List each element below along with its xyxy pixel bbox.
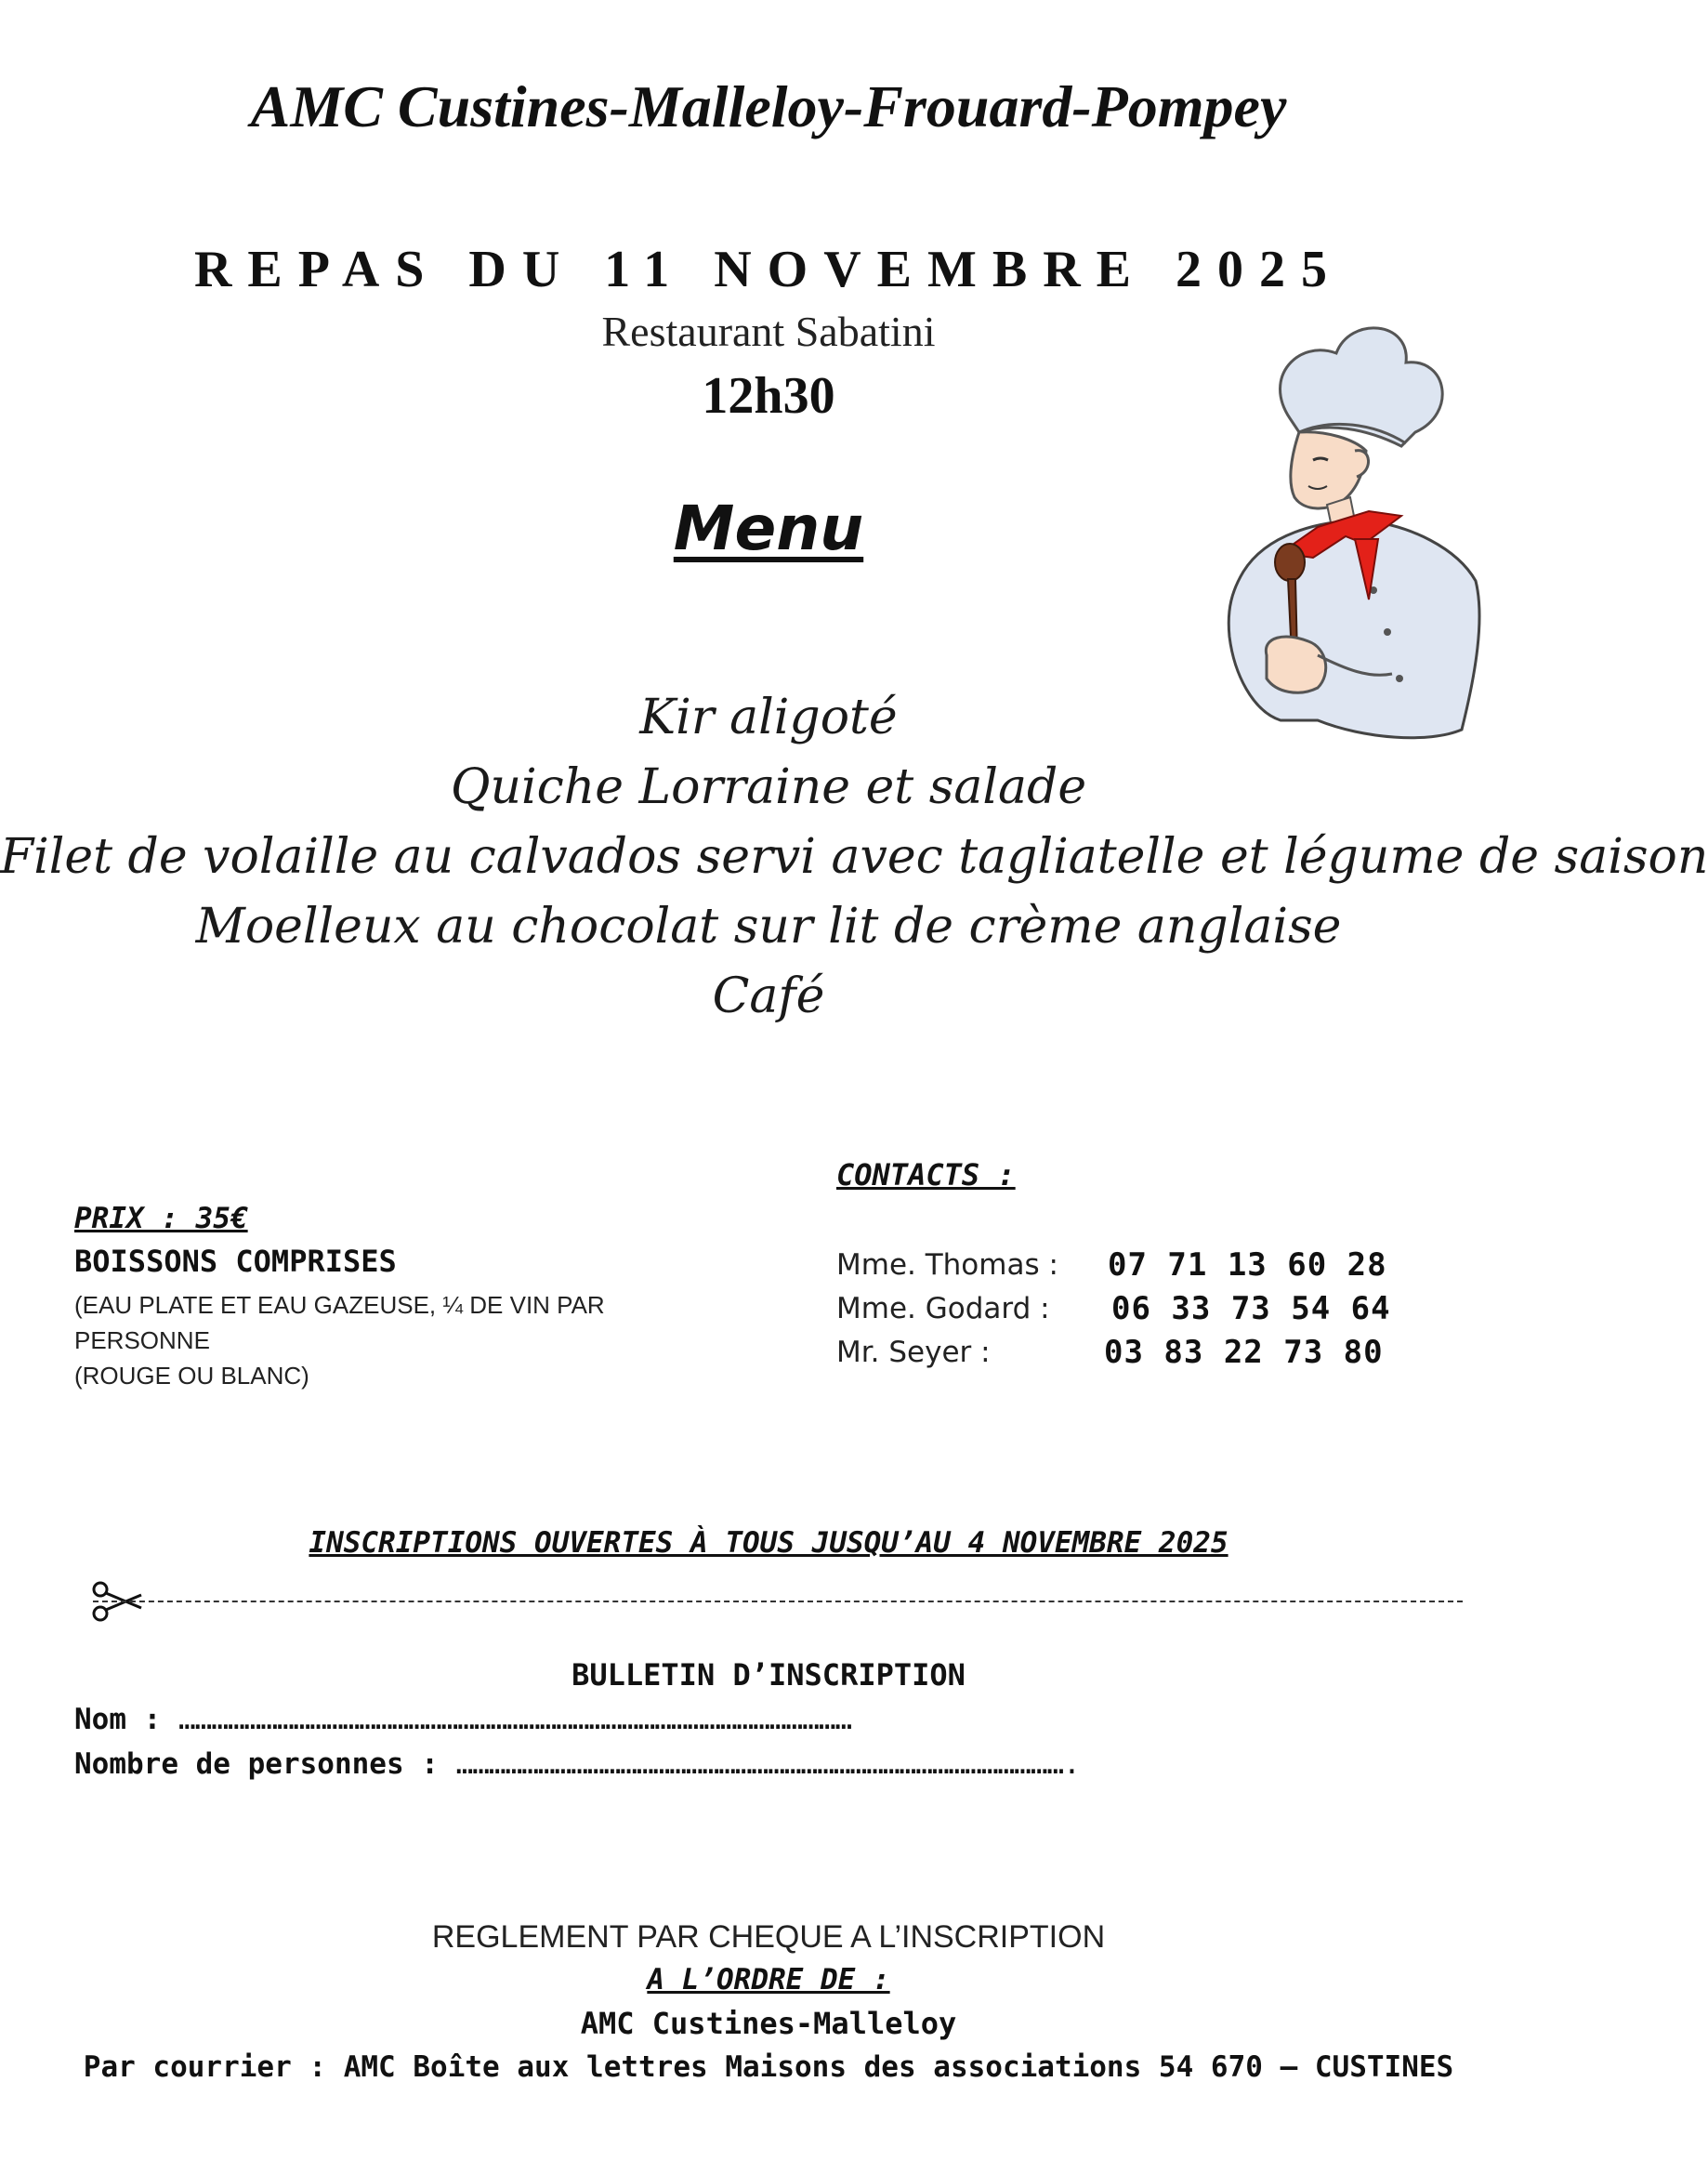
- contact-phone: 03 83 22 73 80: [1104, 1334, 1384, 1371]
- contact-phone: 07 71 13 60 28: [1108, 1246, 1387, 1284]
- menu-item: Kir aligoté: [639, 690, 898, 745]
- organization-title: AMC Custines-Malleloy-Frouard-Pompey: [250, 73, 1287, 139]
- menu-item: Café: [712, 968, 825, 1024]
- price-label: PRIX : 35€: [74, 1202, 248, 1235]
- contact-name: Mr. Seyer :: [836, 1336, 991, 1369]
- name-label: Nom :: [74, 1703, 162, 1736]
- contacts-title: CONTACTS :: [836, 1157, 1016, 1192]
- contact-name: Mme. Godard :: [836, 1292, 1050, 1325]
- payment-order-label: A L’ORDRE DE :: [647, 1963, 890, 1996]
- persons-dots[interactable]: ………………………………………………………………………………………………….: [455, 1747, 1080, 1781]
- menu-title: Menu: [673, 493, 864, 564]
- payment-address: Par courrier : AMC Boîte aux lettres Maisons des associations 54 670 – CUSTINES: [83, 2050, 1454, 2084]
- bulletin-title: BULLETIN D’INSCRIPTION: [572, 1657, 966, 1693]
- persons-field[interactable]: [74, 1747, 1080, 1781]
- contact-row: [836, 1244, 1394, 1287]
- contact-phone: 06 33 73 54 64: [1111, 1290, 1391, 1327]
- menu-item: Quiche Lorraine et salade: [450, 759, 1087, 815]
- venue-name: Restaurant Sabatini: [601, 308, 936, 355]
- drinks-included: BOISSONS COMPRISES: [74, 1244, 397, 1279]
- contacts-list: [836, 1244, 1394, 1375]
- menu-item: Filet de volaille au calvados servi avec tagliatelle et légume de saison: [0, 829, 1708, 885]
- registration-notice: INSCRIPTIONS OUVERTES À TOUS JUSQU’AU 4 NOVEMBRE 2025: [309, 1526, 1228, 1560]
- drinks-detail-line: (EAU PLATE ET EAU GAZEUSE, ¼ DE VIN PAR PERSONNE: [74, 1291, 605, 1354]
- event-title: REPAS DU 11 NOVEMBRE 2025: [193, 241, 1343, 298]
- payment-method: REGLEMENT PAR CHEQUE A L’INSCRIPTION: [431, 1919, 1106, 1955]
- payment-payee: AMC Custines-Malleloy: [580, 2006, 957, 2041]
- persons-label: Nombre de personnes :: [74, 1747, 439, 1781]
- contact-name: Mme. Thomas :: [836, 1248, 1058, 1282]
- contact-row: [836, 1331, 1394, 1375]
- drinks-detail-line: (ROUGE OU BLANC): [74, 1362, 309, 1390]
- contact-row: [836, 1287, 1394, 1331]
- event-time: 12h30: [702, 367, 835, 425]
- menu-items: [0, 683, 1708, 1032]
- cut-line: [93, 1601, 1463, 1602]
- drinks-detail: [74, 1287, 743, 1393]
- name-field[interactable]: [74, 1703, 851, 1736]
- name-dots[interactable]: ……………………………………………………………………………………………………………: [178, 1703, 852, 1736]
- menu-item: Moelleux au chocolat sur lit de crème anglaise: [195, 899, 1342, 955]
